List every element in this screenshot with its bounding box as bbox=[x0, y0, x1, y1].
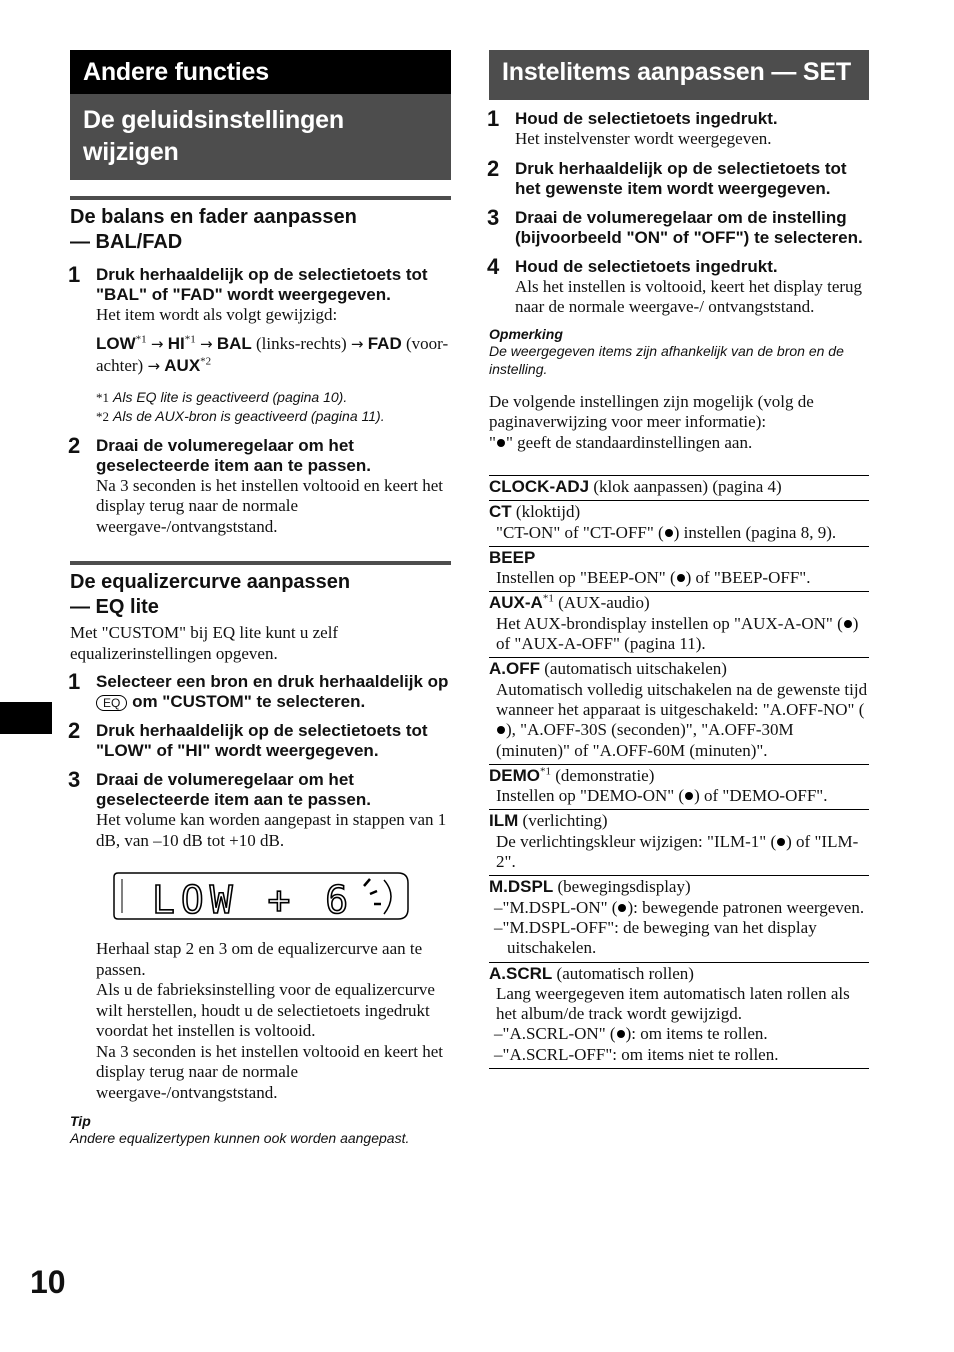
note: Opmerking De weergegeven items zijn afhankelijk van de bron en de instelling. bbox=[489, 325, 844, 377]
table-row: BEEP Instellen op "BEEP-ON" ( ) of "BEEP-OFF". bbox=[489, 546, 869, 592]
table-row: CT (kloktijd) "CT-ON" of "CT-OFF" ( ) instellen (pagina 8, 9). bbox=[489, 501, 869, 547]
lcd-display-illustration bbox=[112, 870, 412, 922]
eq-step-3: 3 Draai de volumeregelaar om het geselecteerde item aan te passen. Het volume kan worden aangepast in stappen van 1 dB, van –10 dB tot +10 dB. bbox=[68, 767, 447, 850]
footnotes: *1 Als EQ lite is geactiveerd (pagina 10). *2 Als de AUX-bron is geactiveerd (pagina 11). bbox=[96, 388, 385, 424]
eq-intro: Met "CUSTOM" bij EQ lite kunt u zelf equalizerinstellingen opgeven. bbox=[70, 623, 339, 663]
left-column bbox=[70, 50, 451, 1147]
set-step-3: 3 Draai de volumeregelaar om de instelling (bijvoorbeeld "ON" of "OFF") te selecteren. bbox=[487, 204, 863, 247]
table-row: CLOCK-ADJ (klok aanpassen) (pagina 4) bbox=[489, 476, 869, 501]
bal-step-2: 2 Draai de volumeregelaar om het geselecteerde item aan te passen. Na 3 seconden is het instellen voltooid en keert het display terug naar de normale weergave-/ontvangststand. bbox=[68, 432, 443, 536]
table-row: ILM (verlichting) De verlichtingskleur wijzigen: "ILM-1" ( ) of "ILM-2". bbox=[489, 810, 869, 876]
tip: Tip Andere equalizertypen kunnen ook worden aangepast. bbox=[70, 1113, 410, 1146]
set-step-1: 1 Houd de selectietoets ingedrukt. Het instelvenster wordt weergegeven. bbox=[487, 106, 778, 148]
set-banner: Instelitems aanpassen — SET bbox=[489, 50, 869, 100]
balance-fader-heading: De balans en fader aanpassen — BAL/FAD bbox=[70, 196, 451, 255]
table-row: A.OFF (automatisch uitschakelen) Automatisch volledig uitschakelen na de gewenste tijd wanneer het apparaat is uitgeschakeld: "A.OFF-NO" (), "A.OFF-30S (seconden)", "A.OFF-30M (minuten)" of "A.OFF-60M (minuten)". bbox=[489, 658, 869, 764]
default-dot-icon bbox=[497, 439, 505, 447]
default-dot-icon bbox=[677, 574, 685, 582]
default-dot-icon bbox=[618, 904, 626, 912]
default-dot-icon bbox=[497, 726, 505, 734]
eq-heading: De equalizercurve aanpassen — EQ lite bbox=[70, 561, 451, 620]
bal-sequence: LOW$^{*1}$ → HI$^{*1}$ → BAL (links-rechts) → FAD (voor-achter) → AUX$^{*2}$ bbox=[96, 332, 449, 375]
default-dot-icon bbox=[685, 792, 693, 800]
section-banner: De geluidsinstellingen wijzigen bbox=[70, 94, 451, 180]
lcd-text: LOW + 6 bbox=[152, 878, 355, 922]
eq-step-1: 1 Selecteer een bron en druk herhaaldelijk op EQ om "CUSTOM" te selecteren. bbox=[68, 669, 449, 711]
settings-table bbox=[489, 475, 869, 1069]
eq-button-icon: EQ bbox=[96, 695, 127, 711]
default-dot-icon bbox=[617, 1030, 625, 1038]
default-dot-icon bbox=[844, 620, 852, 628]
set-step-4: 4 Houd de selectietoets ingedrukt. Als het instellen is voltooid, keert het display terug naar de normale weergave-/ ontvangststand. bbox=[487, 253, 863, 316]
bal-step-1: 1 Druk herhaaldelijk op de selectietoets tot "BAL" of "FAD" wordt weergegeven. Het item wordt als volgt gewijzigd: LOW$^{*1}$ → HI$^{*1}$ → BAL (links-rechts) → FAD (voor-achter) → AUX$^{*2}$ *1 Als EQ lite is geactiveerd (pagina 10). *2 Als de AUX-bron is geactiveerd (pagina 11). bbox=[70, 265, 451, 426]
table-row: DEMO$^{*1}$ (demonstratie) Instellen op "DEMO-ON" ( ) of "DEMO-OFF". bbox=[489, 764, 869, 810]
set-step-2: 2 Druk herhaaldelijk op de selectietoets tot het gewenste item wordt weergegeven. bbox=[487, 155, 847, 198]
table-row: A.SCRL (automatisch rollen) Lang weergegeven item automatisch laten rollen als het album/de track wordt gewijzigd. –"A.SCRL-ON" ( ): om items te rollen. –"A.SCRL-OFF": om items niet te rollen. bbox=[489, 962, 869, 1068]
eq-step-2: 2 Druk herhaaldelijk op de selectietoets tot "LOW" of "HI" wordt weergegeven. bbox=[68, 718, 428, 760]
settings-intro: De volgende instellingen zijn mogelijk (volg de paginaverwijzing voor meer informatie): " " geeft de standaardinstellingen aan. bbox=[489, 391, 814, 452]
default-dot-icon bbox=[665, 529, 673, 537]
table-row: M.DSPL (bewegingsdisplay) –"M.DSPL-ON" ( ): bewegende patronen weergeven. –"M.DSPL-OFF": de beweging van het display uitschakelen. bbox=[489, 876, 869, 962]
chapter-banner: Andere functies bbox=[70, 50, 451, 94]
right-column bbox=[489, 50, 869, 1069]
table-row: AUX-$A^{*1}$ (AUX-audio) Het AUX-brondisplay instellen op "AUX-A-ON" ( ) of "AUX-A-OFF" (pagina 11). bbox=[489, 592, 869, 658]
page-number: 10 bbox=[30, 1264, 66, 1300]
eq-paragraphs: Herhaal stap 2 en 3 om de equalizercurve aan te passen. Als u de fabrieksinstelling voor de equalizercurve wilt herstellen, houdt u de selectietoets ingedrukt voordat het instellen is voltooid. Na 3 seconden is het instellen voltooid en keert het display terug naar de normale weergave-/ontvangststand. bbox=[96, 939, 443, 1102]
default-dot-icon bbox=[777, 838, 785, 846]
section-tab-marker bbox=[0, 702, 52, 734]
